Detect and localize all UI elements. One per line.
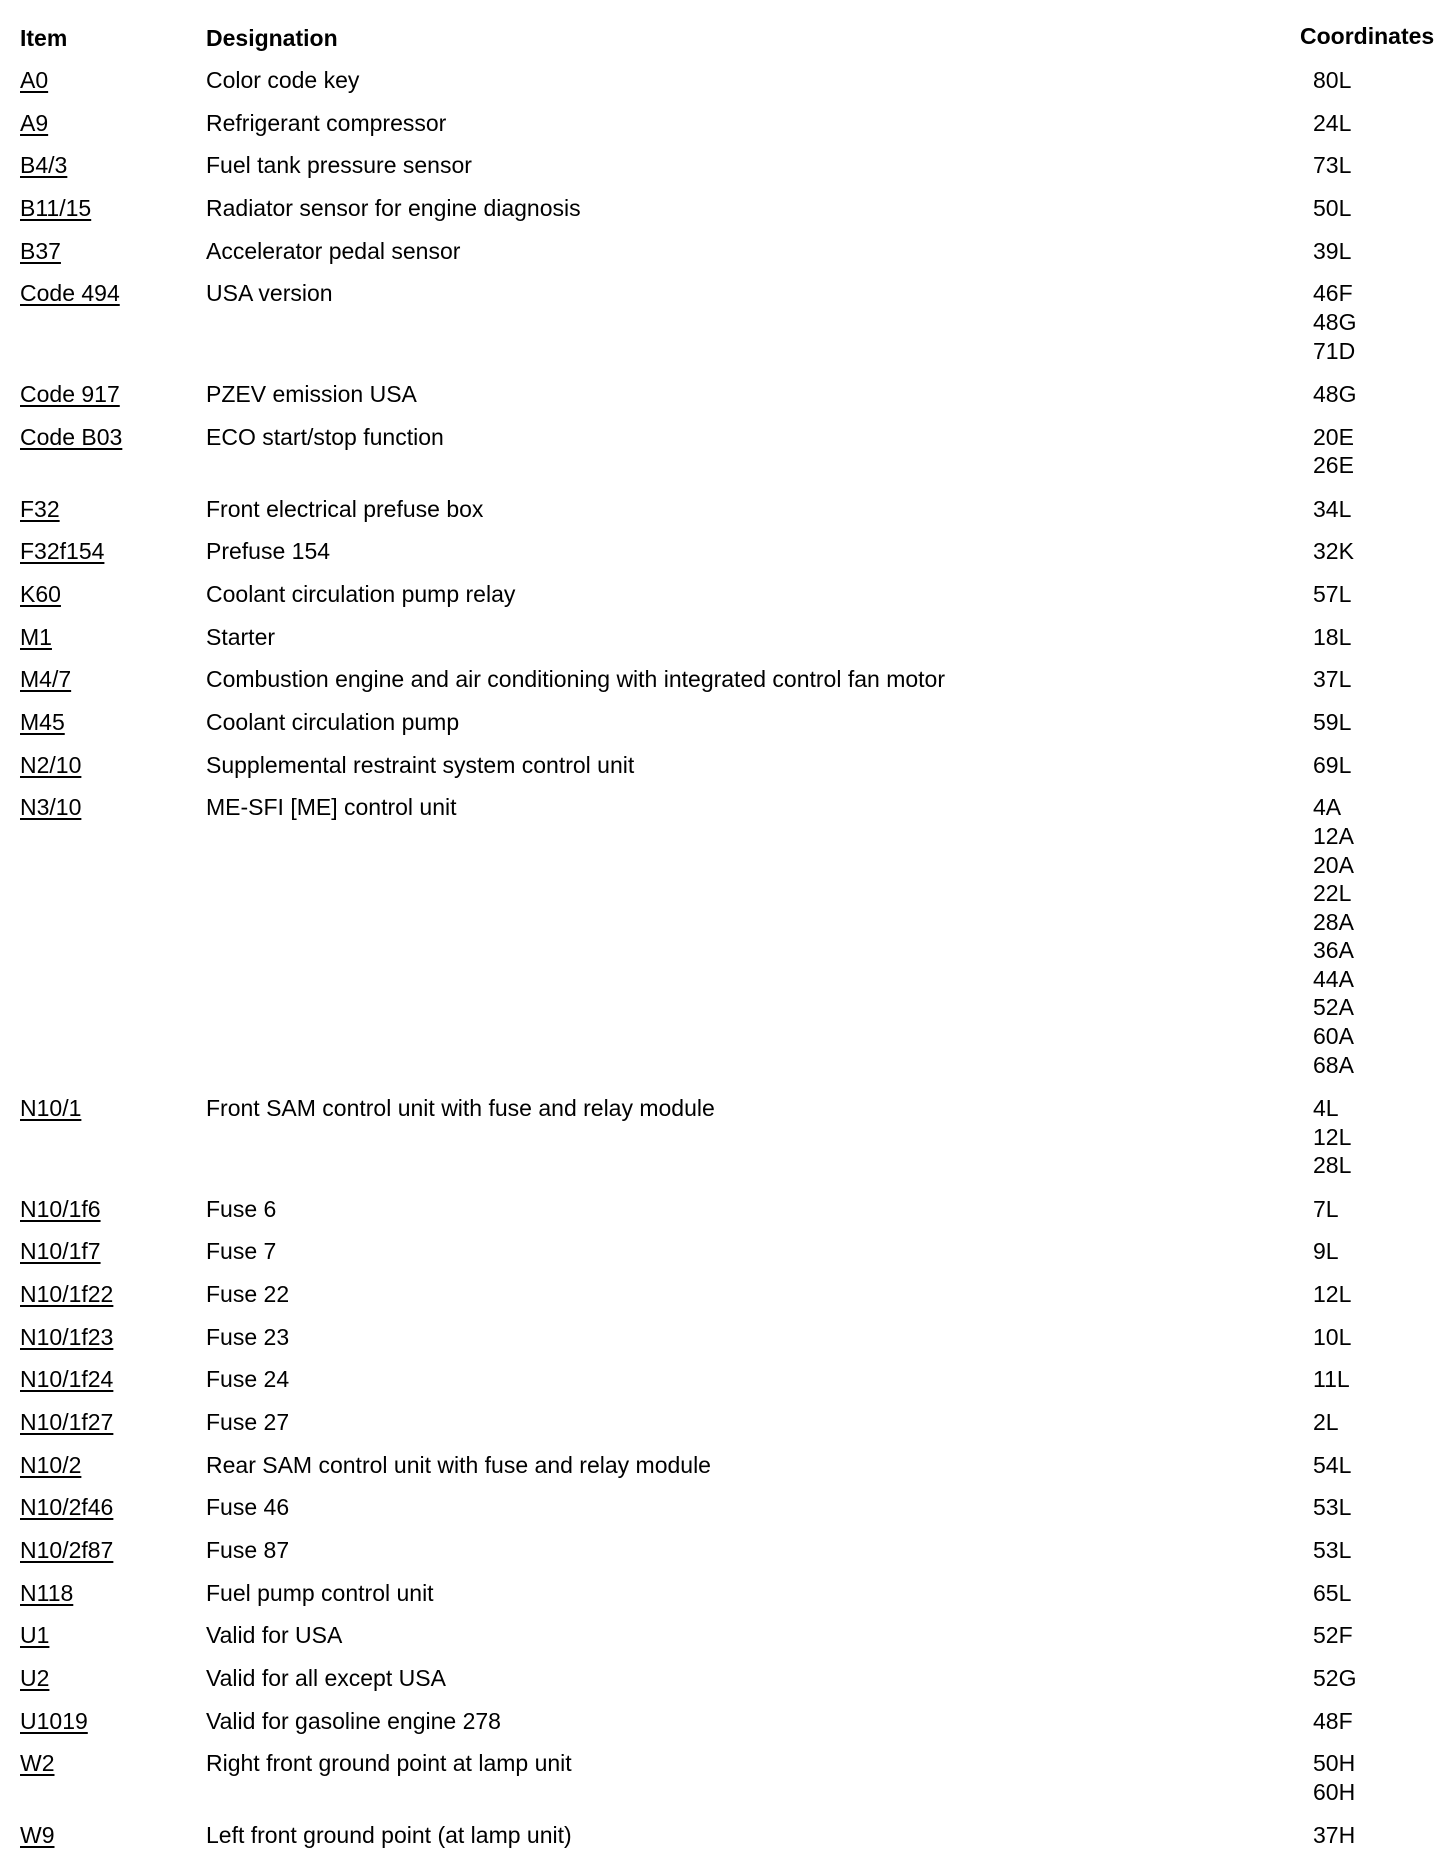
table-row <box>0 580 1456 623</box>
item-link[interactable]: N10/1f22 <box>20 1280 114 1307</box>
designation-text: Prefuse 154 <box>206 538 331 565</box>
table-row <box>0 1280 1456 1323</box>
item-link[interactable]: M4/7 <box>20 666 72 693</box>
coordinate-value: 10L <box>1313 1323 1352 1350</box>
designation-text: Fuel pump control unit <box>206 1579 434 1606</box>
item-link[interactable]: A9 <box>20 109 49 136</box>
designation-text: Accelerator pedal sensor <box>206 237 461 264</box>
coordinates-cell <box>1313 237 1358 266</box>
item-link[interactable]: N10/1f24 <box>20 1366 114 1393</box>
coordinate-value: 52G <box>1313 1665 1357 1692</box>
coordinate-value: 28L <box>1313 1152 1352 1179</box>
coordinate-value: 46F <box>1313 280 1353 307</box>
coordinate-value: 34L <box>1313 495 1352 522</box>
coordinates-cell <box>1313 279 1358 365</box>
table-row <box>0 1365 1456 1408</box>
coordinates-cell <box>1313 109 1358 138</box>
designation-text: Rear SAM control unit with fuse and relay module <box>206 1451 711 1478</box>
table-row <box>0 1821 1456 1854</box>
coordinates-cell <box>1313 423 1358 480</box>
table-row <box>0 279 1456 380</box>
designation-text: Valid for gasoline engine 278 <box>206 1707 501 1734</box>
coordinate-value: 65L <box>1313 1579 1352 1606</box>
coordinate-value: 54L <box>1313 1451 1352 1478</box>
table-row <box>0 1323 1456 1366</box>
coordinates-cell <box>1313 793 1358 1079</box>
table-row <box>0 495 1456 538</box>
coordinate-value: 12L <box>1313 1123 1352 1150</box>
item-link[interactable]: U1019 <box>20 1707 88 1734</box>
coordinate-value: 53L <box>1313 1494 1352 1521</box>
item-link[interactable]: N10/1f7 <box>20 1238 101 1265</box>
item-link[interactable]: B4/3 <box>20 152 68 179</box>
coordinate-value: 4A <box>1313 794 1342 821</box>
coordinates-cell <box>1313 66 1358 95</box>
table-row <box>0 1408 1456 1451</box>
designation-text: Fuse 46 <box>206 1494 290 1521</box>
designation-text: Supplemental restraint system control unit <box>206 751 635 778</box>
coordinate-value: 28A <box>1313 908 1354 935</box>
coordinate-value: 12A <box>1313 822 1354 849</box>
item-link[interactable]: B37 <box>20 237 61 264</box>
coordinate-value: 80L <box>1313 67 1352 93</box>
designation-text: Refrigerant compressor <box>206 109 447 136</box>
table-row <box>0 1237 1456 1280</box>
table-row <box>0 1195 1456 1238</box>
item-link[interactable]: W2 <box>20 1750 55 1777</box>
coordinate-value: 2L <box>1313 1408 1339 1435</box>
coordinates-cell <box>1313 1621 1358 1650</box>
item-link[interactable]: N10/1f6 <box>20 1195 101 1222</box>
designation-text: Coolant circulation pump relay <box>206 580 516 607</box>
designation-text: Color code key <box>206 67 360 93</box>
designation-text: Fuse 87 <box>206 1537 290 1564</box>
coordinates-cell <box>1313 1451 1358 1480</box>
coordinate-value: 22L <box>1313 880 1352 907</box>
designation-text: Fuse 7 <box>206 1238 277 1265</box>
coordinates-cell <box>1313 1821 1358 1850</box>
coordinate-value: 20A <box>1313 851 1354 878</box>
coordinate-value: 50H <box>1313 1750 1356 1777</box>
item-link[interactable]: N10/2 <box>20 1451 82 1478</box>
item-link[interactable]: Code 917 <box>20 380 120 407</box>
coordinates-cell <box>1313 1323 1358 1352</box>
item-link[interactable]: M1 <box>20 623 52 650</box>
coordinate-value: 12L <box>1313 1280 1352 1307</box>
item-link[interactable]: U2 <box>20 1665 50 1692</box>
designation-text: Starter <box>206 623 276 650</box>
table-row <box>0 380 1456 423</box>
coordinates-cell <box>1313 1195 1358 1224</box>
coordinate-value: 48G <box>1313 380 1357 407</box>
table-row <box>0 537 1456 580</box>
designation-text: Right front ground point at lamp unit <box>206 1750 572 1777</box>
table-row <box>0 151 1456 194</box>
designation-text: Fuse 22 <box>206 1280 290 1307</box>
coordinate-value: 60A <box>1313 1023 1354 1050</box>
coordinates-cell <box>1313 1664 1358 1693</box>
table-row <box>0 1707 1456 1750</box>
coordinates-cell <box>1313 495 1358 524</box>
item-link[interactable]: N10/1 <box>20 1095 82 1122</box>
column-header-coordinates: Coordinates <box>1300 23 1435 49</box>
coordinate-value: 39L <box>1313 237 1352 264</box>
coordinate-value: 53L <box>1313 1537 1352 1564</box>
coordinate-value: 32K <box>1313 538 1354 565</box>
coordinate-value: 71D <box>1313 337 1356 364</box>
table-row <box>0 623 1456 666</box>
table-row <box>0 237 1456 280</box>
item-link[interactable]: W9 <box>20 1822 55 1849</box>
designation-text: Front SAM control unit with fuse and relay module <box>206 1095 715 1122</box>
coordinate-value: 50L <box>1313 195 1352 222</box>
designation-text: Fuse 23 <box>206 1323 290 1350</box>
item-link[interactable]: K60 <box>20 580 61 607</box>
designation-text: Fuel tank pressure sensor <box>206 152 472 179</box>
table-row <box>0 1536 1456 1579</box>
designation-text: Front electrical prefuse box <box>206 495 484 522</box>
designation-text: Valid for all except USA <box>206 1665 446 1692</box>
coordinate-value: 24L <box>1313 109 1352 136</box>
table-row <box>0 423 1456 495</box>
table-row <box>0 793 1456 1094</box>
item-link[interactable]: N10/1f23 <box>20 1323 114 1350</box>
designation-text: Valid for USA <box>206 1622 343 1649</box>
designation-text: Fuse 6 <box>206 1195 277 1222</box>
designation-text: Fuse 27 <box>206 1408 290 1435</box>
table-row <box>0 751 1456 794</box>
coordinates-cell <box>1313 151 1358 180</box>
coordinates-cell <box>1313 1237 1358 1266</box>
coordinate-value: 48G <box>1313 309 1357 336</box>
table-row <box>0 1664 1456 1707</box>
designation-text: ECO start/stop function <box>206 423 444 450</box>
coordinate-value: 44A <box>1313 965 1354 992</box>
coordinates-cell <box>1313 1280 1358 1309</box>
column-header-item: Item <box>20 25 68 51</box>
item-link[interactable]: M45 <box>20 708 65 735</box>
item-link[interactable]: N10/2f87 <box>20 1537 114 1564</box>
coordinates-cell <box>1313 380 1358 409</box>
designation-text: ME-SFI [ME] control unit <box>206 794 457 821</box>
coordinates-cell <box>1313 1749 1358 1806</box>
item-link[interactable]: F32 <box>20 495 60 522</box>
table-row <box>0 708 1456 751</box>
coordinate-value: 7L <box>1313 1195 1339 1222</box>
coordinate-value: 68A <box>1313 1051 1354 1078</box>
coordinates-cell <box>1313 1094 1358 1180</box>
coordinates-cell <box>1313 665 1358 694</box>
table-row <box>0 1749 1456 1821</box>
table-row <box>0 109 1456 152</box>
item-link[interactable]: N2/10 <box>20 751 82 778</box>
designation-text: Combustion engine and air conditioning with integrated control fan motor <box>206 666 945 693</box>
coordinate-value: 37H <box>1313 1822 1356 1849</box>
item-link[interactable]: N10/1f27 <box>20 1408 114 1435</box>
designation-text: Coolant circulation pump <box>206 708 460 735</box>
designation-text: Radiator sensor for engine diagnosis <box>206 195 581 222</box>
table-row <box>0 66 1456 109</box>
designation-text: USA version <box>206 280 333 307</box>
item-link[interactable]: F32f154 <box>20 538 105 565</box>
legend-table-body <box>0 66 1456 1854</box>
coordinates-cell <box>1313 537 1358 566</box>
coordinate-value: 59L <box>1313 708 1352 735</box>
coordinate-value: 9L <box>1313 1238 1339 1265</box>
item-link[interactable]: N3/10 <box>20 794 82 821</box>
coordinate-value: 11L <box>1313 1366 1350 1393</box>
coordinates-cell <box>1313 1408 1358 1437</box>
coordinates-cell <box>1313 580 1358 609</box>
coordinate-value: 4L <box>1313 1095 1339 1122</box>
coordinate-value: 60H <box>1313 1779 1356 1806</box>
coordinate-value: 18L <box>1313 623 1352 650</box>
coordinates-cell <box>1313 751 1358 780</box>
designation-text: Left front ground point (at lamp unit) <box>206 1822 572 1849</box>
coordinates-cell <box>1313 1707 1358 1736</box>
coordinate-value: 37L <box>1313 666 1352 693</box>
coordinate-value: 73L <box>1313 152 1352 179</box>
coordinate-value: 36A <box>1313 937 1354 964</box>
table-row <box>0 1451 1456 1494</box>
coordinates-cell <box>1313 194 1358 223</box>
column-header-designation: Designation <box>206 25 338 51</box>
coordinate-value: 69L <box>1313 751 1352 778</box>
coordinate-value: 52A <box>1313 994 1354 1021</box>
table-row <box>0 1621 1456 1664</box>
coordinates-cell <box>1313 1365 1358 1394</box>
table-row <box>0 1094 1456 1195</box>
coordinates-cell <box>1313 623 1358 652</box>
item-link[interactable]: N118 <box>20 1579 74 1606</box>
coordinates-cell <box>1313 1493 1358 1522</box>
coordinate-value: 57L <box>1313 580 1352 607</box>
coordinate-value: 20E <box>1313 423 1354 450</box>
coordinates-cell <box>1313 1536 1358 1565</box>
item-link[interactable]: N10/2f46 <box>20 1494 114 1521</box>
coordinates-cell <box>1313 1579 1358 1608</box>
coordinate-value: 26E <box>1313 452 1354 479</box>
coordinate-value: 52F <box>1313 1622 1353 1649</box>
designation-text: Fuse 24 <box>206 1366 290 1393</box>
table-row <box>0 1493 1456 1536</box>
coordinate-value: 48F <box>1313 1707 1353 1734</box>
item-link[interactable]: A0 <box>20 67 49 93</box>
coordinates-cell <box>1313 708 1358 737</box>
designation-text: PZEV emission USA <box>206 380 417 407</box>
table-row <box>0 194 1456 237</box>
item-link[interactable]: Code B03 <box>20 423 123 450</box>
table-row <box>0 665 1456 708</box>
item-link[interactable]: Code 494 <box>20 280 120 307</box>
item-link[interactable]: U1 <box>20 1622 50 1649</box>
item-link[interactable]: B11/15 <box>20 195 92 222</box>
table-row <box>0 1579 1456 1622</box>
